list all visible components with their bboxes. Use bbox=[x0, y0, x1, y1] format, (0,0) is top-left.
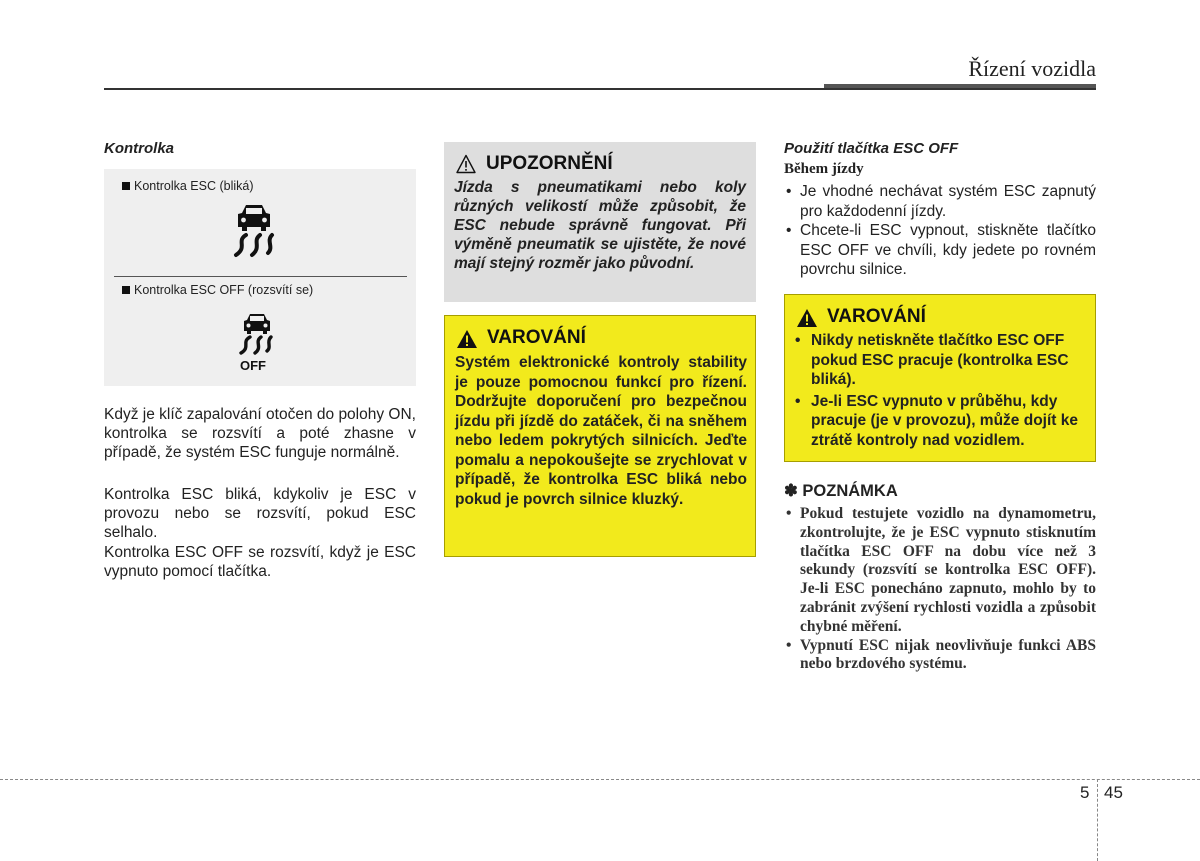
esc-off-skid-car-icon bbox=[232, 311, 282, 359]
esc-skid-car-icon bbox=[224, 201, 284, 265]
paragraph-2: Kontrolka ESC bliká, kdykoliv je ESC v provozu nebo se rozsvítí, pokud ESC selhalo. bbox=[104, 486, 416, 541]
section-heading-esc-off: Použití tlačítka ESC OFF bbox=[784, 140, 959, 157]
warning-text: Systém elektronické kontroly stability je pouze pomocnou funkcí pro řízení. Dodržujte doporučení pro bezpečnou jízdu při jízdě do zatáček, či na sněhem nebo ledem pokrytých silnicích. Jeďte pomalu a nepokoušejte se zrychlovat v případě, že kontrolka ESC bliká nebo pokud je povrch silnice kluzký. bbox=[455, 354, 747, 508]
caution-text: Jízda s pneumatikami nebo koly různých velikostí může způsobit, že ESC nebude správně fungovat. Při výměně pneumatik se ujistěte, že nové mají stejný rozměr jako původní. bbox=[454, 179, 746, 272]
list-item: • Je-li ESC vypnuto v průběhu, kdy pracuje (je v provozu), může dojít ke ztrátě kontroly nad vozidlem. bbox=[791, 392, 1087, 451]
indicator-panel bbox=[104, 169, 416, 386]
warning-bullet-list bbox=[791, 331, 1087, 452]
warning-triangle-icon bbox=[796, 308, 818, 328]
caution-triangle-icon bbox=[456, 154, 476, 174]
indicator-esc-label: Kontrolka ESC (bliká) bbox=[122, 179, 254, 193]
subheading-during-driving: Během jízdy bbox=[784, 161, 864, 177]
warning-title: VAROVÁNÍ bbox=[487, 327, 586, 348]
caution-title: UPOZORNĚNÍ bbox=[486, 153, 613, 174]
footer-divider bbox=[0, 779, 1200, 780]
footer-vertical-divider bbox=[1097, 779, 1098, 861]
driving-bullet-list bbox=[784, 182, 1096, 280]
paragraph-1: Když je klíč zapalování otočen do polohy ON, kontrolka se rozsvítí a poté zhasne v případě, že systém ESC funguje normálně. bbox=[104, 406, 416, 461]
warning-box-esc-assist bbox=[444, 315, 756, 557]
list-item: • Vypnutí ESC nijak neovlivňuje funkci ABS nebo brzdového systému. bbox=[784, 637, 1096, 675]
esc-off-icon-label: OFF bbox=[240, 358, 266, 373]
square-bullet-icon bbox=[122, 182, 130, 190]
paragraph-3: Kontrolka ESC OFF se rozsvítí, když je ESC vypnuto pomocí tlačítka. bbox=[104, 544, 416, 580]
square-bullet-icon bbox=[122, 286, 130, 294]
note-heading: ✽ POZNÁMKA bbox=[784, 482, 898, 500]
indicator-divider bbox=[114, 276, 407, 277]
section-number: 5 bbox=[1080, 783, 1090, 802]
list-item: • Nikdy netiskněte tlačítko ESC OFF pokud ESC pracuje (kontrolka ESC bliká). bbox=[791, 331, 1087, 390]
note-bullet-list bbox=[784, 505, 1096, 674]
warning-box-esc-off bbox=[784, 294, 1096, 462]
header-rule bbox=[104, 88, 1096, 90]
list-item: • Je vhodné nechávat systém ESC zapnutý pro každodenní jízdy. bbox=[784, 182, 1096, 221]
page-number: 45 bbox=[1104, 783, 1123, 802]
warning-triangle-icon bbox=[456, 329, 478, 349]
caution-box bbox=[444, 142, 756, 302]
page-header-title: Řízení vozidla bbox=[968, 56, 1096, 81]
list-item: • Pokud testujete vozidlo na dynamometru, zkontrolujte, že je ESC vypnuto stisknutím tlačítka ESC OFF na dobu více než 3 sekundy (rozsvítí se kontrolka ESC OFF). Je-li ESC ponecháno zapnuto, mohlo by to zabránit zvýšení rychlosti vozidla a způsobit chybné měření. bbox=[784, 505, 1096, 637]
indicator-esc-off-label: Kontrolka ESC OFF (rozsvítí se) bbox=[122, 283, 313, 297]
warning-title: VAROVÁNÍ bbox=[827, 306, 926, 327]
list-item: • Chcete-li ESC vypnout, stiskněte tlačítko ESC OFF ve chvíli, kdy jedete po rovném povrchu silnice. bbox=[784, 221, 1096, 280]
section-heading-kontrolka: Kontrolka bbox=[104, 140, 175, 157]
